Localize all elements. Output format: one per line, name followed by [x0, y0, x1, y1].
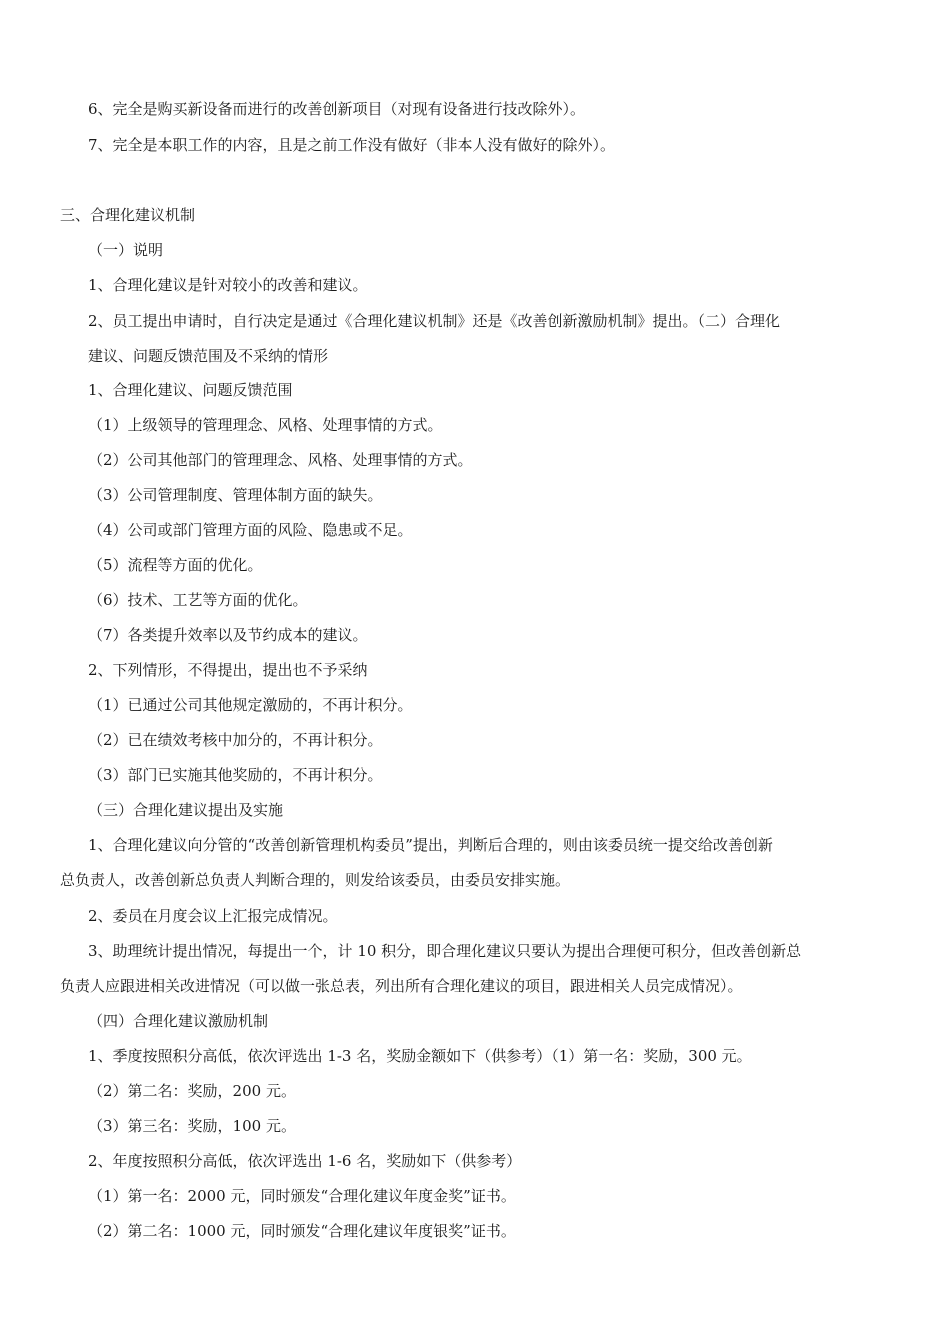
text-line: 1、季度按照积分高低，依次评选出 1-3 名，奖励金额如下（供参考）（1）第一名：奖励，300 元。: [88, 1047, 752, 1065]
list-item: （3）第三名：奖励，100 元。: [88, 1117, 296, 1135]
text-line: 1、合理化建议是针对较小的改善和建议。: [88, 276, 368, 294]
text-line: 1、合理化建议向分管的“改善创新管理机构委员”提出，判断后合理的，则由该委员统一提交给改善创新: [88, 836, 773, 854]
list-item: （2）第二名：奖励，200 元。: [88, 1082, 296, 1100]
list-item: （1）已通过公司其他规定激励的，不再计积分。: [88, 696, 413, 714]
subsection-heading: （一）说明: [88, 241, 164, 259]
text-line: 2、下列情形，不得提出，提出也不予采纳: [88, 661, 368, 679]
section-heading: 三、合理化建议机制: [60, 206, 196, 224]
text-line: 7、完全是本职工作的内容，且是之前工作没有做好（非本人没有做好的除外）。: [88, 136, 616, 154]
list-item: （3）公司管理制度、管理体制方面的缺失。: [88, 486, 383, 504]
list-item: （5）流程等方面的优化。: [88, 556, 263, 574]
subsection-heading: （三）合理化建议提出及实施: [88, 801, 284, 819]
text-line: 建议、问题反馈范围及不采纳的情形: [88, 347, 329, 365]
list-item: （1）上级领导的管理理念、风格、处理事情的方式。: [88, 416, 443, 434]
text-line: 1、合理化建议、问题反馈范围: [88, 381, 293, 399]
text-line: 3、助理统计提出情况，每提出一个，计 10 积分，即合理化建议只要认为提出合理便可积分，但改善创新总: [88, 942, 802, 960]
list-item: （7）各类提升效率以及节约成本的建议。: [88, 626, 368, 644]
list-item: （4）公司或部门管理方面的风险、隐患或不足。: [88, 521, 413, 539]
text-line: 2、年度按照积分高低，依次评选出 1-6 名，奖励如下（供参考）: [88, 1152, 522, 1170]
text-line: 负责人应跟进相关改进情况（可以做一张总表，列出所有合理化建议的项目，跟进相关人员完成情况）。: [60, 977, 743, 995]
list-item: （3）部门已实施其他奖励的，不再计积分。: [88, 766, 383, 784]
list-item: （2）公司其他部门的管理理念、风格、处理事情的方式。: [88, 451, 473, 469]
list-item: （1）第一名：2000 元，同时颁发“合理化建议年度金奖”证书。: [88, 1187, 516, 1205]
text-line: 6、完全是购买新设备而进行的改善创新项目（对现有设备进行技改除外）。: [88, 100, 586, 118]
subsection-heading: （四）合理化建议激励机制: [88, 1012, 269, 1030]
list-item: （2）第二名：1000 元，同时颁发“合理化建议年度银奖”证书。: [88, 1222, 516, 1240]
list-item: （2）已在绩效考核中加分的，不再计积分。: [88, 731, 383, 749]
text-line: 总负责人，改善创新总负责人判断合理的，则发给该委员，由委员安排实施。: [60, 871, 571, 889]
list-item: （6）技术、工艺等方面的优化。: [88, 591, 308, 609]
text-line: 2、委员在月度会议上汇报完成情况。: [88, 907, 338, 925]
text-line: 2、员工提出申请时，自行决定是通过《合理化建议机制》还是《改善创新激励机制》提出。（二）合理化: [88, 312, 781, 330]
